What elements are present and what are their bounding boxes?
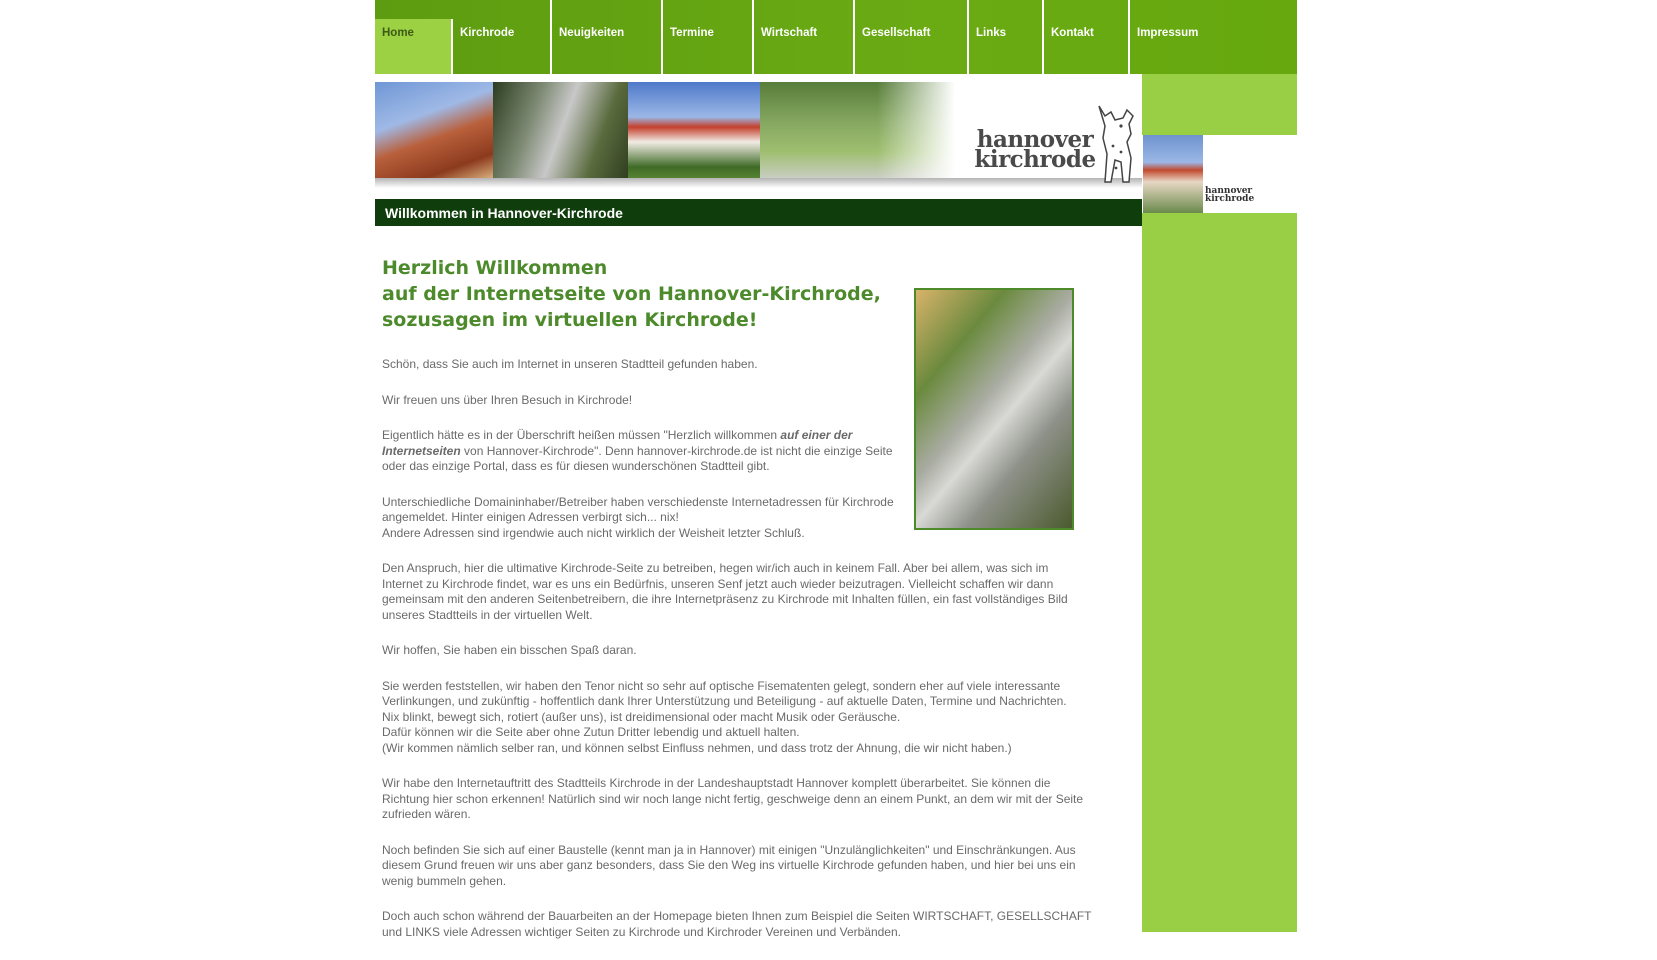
banner-shadow [375,178,1142,188]
banner-photo-statue [493,82,628,182]
paragraph-5: Den Anspruch, hier die ultimative Kirchrode-Seite zu betreiben, hegen wir/ich auch in keinem Fall. Aber bei allem, was sich im Internet zu Kirchrode findet, war es uns ein Bedürfnis, unseren Senf jetzt auch wieder beizutragen. Vielleicht schaffen wir dann gemeinsam mit den anderen Seitenbetreibern, die ihre Internetpräsenz zu Kirchrode mit Inhalten füllen, ein fast vollständiges Bild unseres Stadtteils in der virtuellen Welt. [382,561,1068,622]
paragraph-7-line-1: Sie werden feststellen, wir haben den Tenor nicht so sehr auf optische Fisematenten gelegt, sondern eher auf viele interessante Verlinkungen, und zukünftig - hoffentlich dank Ihrer Unterstützung und Beteiligung - auf aktuelle Daten, Termine und Nachrichten. [382,678,1067,708]
paragraph-7-line-4: (Wir kommen nämlich selber ran, und können selbst Einfluss nehmen, und dass trotz der Ahnung, die wir nicht haben.) [382,740,1012,755]
paragraph-4-line-1: Unterschiedliche Domaininhaber/Betreiber haben verschiedenste Internetadressen für Kirchrode angemeldet. Hinter einigen Adressen verbirgt sich... nix! [382,494,894,524]
deer-logo-icon [1091,98,1141,188]
headline-line-2: auf der Internetseite von Hannover-Kirchrode, [382,283,881,305]
nav-wirtschaft[interactable]: Wirtschaft [754,0,855,74]
paragraph-7-line-3: Dafür können wir die Seite aber ohne Zutun Dritter lebendig und aktuell halten. [382,725,800,739]
sidebar-logo-line-2: kirchrode [1205,194,1255,204]
paragraph-3-emphasis: auf einer der Internetseiten [382,428,853,458]
paragraph-9: Noch befinden Sie sich auf einer Baustelle (kennt man ja in Hannover) mit einigen "Unzulänglichkeiten" und Einschränkungen. Aus diesem Grund freuen wir uns aber ganz besonders, dass Sie den Weg ins virtuelle Kirchrode gefunden haben, und hier bei uns ein wenig bummeln gehen. [382,842,1076,888]
sidebar-logo-box[interactable] [1142,135,1297,213]
paragraph-3 [382,428,907,475]
main-navigation [375,0,1297,74]
sidebar-logo-line-1: hannover [1205,186,1253,196]
header-banner [375,78,1142,192]
headline-line-3: sozusagen im virtuellen Kirchrode! [382,309,758,331]
nav-neuigkeiten[interactable]: Neuigkeiten [552,0,663,74]
nav-impressum[interactable]: Impressum [1137,27,1199,39]
paragraph-1: Schön, dass Sie auch im Internet in unseren Stadtteil gefunden haben. [382,357,758,371]
logo-line-1: hannover [976,126,1094,153]
banner-photo-park [760,82,955,182]
paragraph-8: Wir habe den Internetauftritt des Stadtteils Kirchrode in der Landeshauptstadt Hannover komplett überarbeitet. Sie können die Richtung hier schon erkennen! Natürlich sind wir noch lange nicht fertig, geschweige denn an einem Punkt, an dem wir mit der Seite zufrieden wären. [382,776,1084,821]
nav-termine[interactable]: Termine [663,0,754,74]
sidebar-logo [1205,187,1254,203]
paragraph-7-line-2: Nix blinkt, bewegt sich, rotiert (außer uns), ist dreidimensional oder macht Musik oder Geräusche. [382,709,901,724]
paragraph-7 [382,679,1092,757]
banner-photo-tower [375,82,493,182]
paragraph-6: Wir hoffen, Sie haben ein bisschen Spaß daran. [382,643,637,657]
main-content [382,255,1092,960]
page-title: Willkommen in Hannover-Kirchrode [375,199,1142,226]
nav-links[interactable]: Links [969,0,1044,74]
nav-kontakt[interactable]: Kontakt [1044,0,1130,74]
headline-line-1: Herzlich Willkommen [382,257,608,279]
paragraph-10: Doch auch schon während der Bauarbeiten an der Homepage bieten Ihnen zum Beispiel die Seiten WIRTSCHAFT, GESELLSCHAFT und LINKS viele Adressen wichtiger Seiten zu Kirchrode und Kirchroder Vereinen und Verbänden. [382,909,1092,939]
nav-kirchrode[interactable]: Kirchrode [453,0,552,74]
paragraph-4 [382,495,907,542]
paragraph-3-text-b: von Hannover-Kirchrode". Denn hannover-kirchrode.de ist nicht die einzige Seite oder das einzige Portal, dass es für diesen wunderschönen Stadtteil gibt. [382,443,893,473]
nav-home[interactable]: Home [375,19,453,74]
logo-line-2: kirchrode [974,146,1096,173]
paragraph-2: Wir freuen uns über Ihren Besuch in Kirchrode! [382,392,633,407]
site-logo[interactable] [965,126,1105,173]
paragraph-3-text-a: Eigentlich hätte es in der Überschrift heißen müssen "Herzlich willkommen [382,428,781,442]
sidebar [1142,74,1297,932]
banner-photo-church [628,82,760,182]
sidebar-church-photo [1143,135,1203,213]
paragraph-4-line-2: Andere Adressen sind irgendwie auch nicht wirklich der Weisheit letzter Schluß. [382,525,805,540]
nav-gesellschaft[interactable]: Gesellschaft [855,0,969,74]
welcome-headline [382,255,1092,333]
